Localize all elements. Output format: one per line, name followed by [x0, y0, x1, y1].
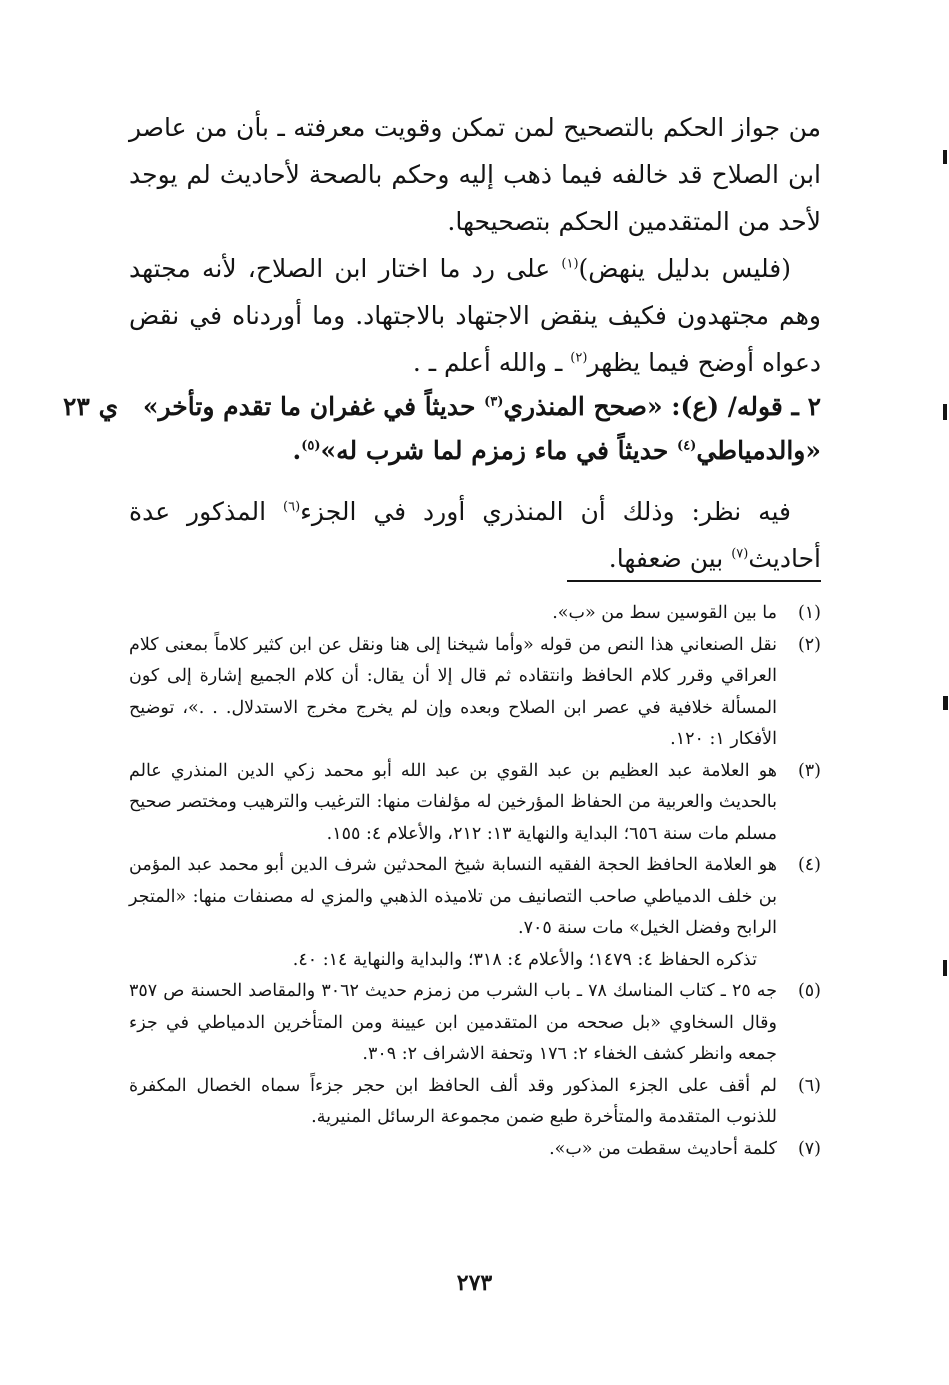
footnote-item	[129, 1071, 821, 1134]
footnote-number: (١)	[797, 603, 821, 623]
paragraph-2	[129, 245, 821, 386]
footnote-text: كلمة أحاديث سقطت من «ب».	[549, 1138, 777, 1159]
footnote-text: لم أقف على الجزء المذكور وقد ألف الحافظ ابن حجر جزءاً سماه الخصال المكفرة للذنوب المتقدمة والمتأخرة طبع ضمن مجموعة الرسائل المنيرية.	[129, 1075, 777, 1127]
footnote-number: (٤)	[797, 855, 821, 875]
footnote-ref-1: (١)	[561, 256, 579, 272]
margin-mark	[943, 696, 948, 710]
footnote-text: نقل الصنعاني هذا النص من قوله «وأما شيخنا إلى هنا ونقل عن ابن كثير كلاماً بمعنى كلام العراقي وقرر كلام الحافظ وانتقاده ثم قال إلا أن يقال: أن كلام الجميع إشارة إلى كون المسألة خلافية في عصر ابن الصلاح وبعده وإن لم يخرج مخرج الاستدلال. . .»، توضيح الأفكار ١: ١٢٠.	[129, 634, 777, 749]
footnote-item	[129, 1134, 821, 1166]
footnote-number: (٣)	[797, 760, 821, 781]
footnote-ref-3: (٣)	[484, 394, 504, 410]
footnote-number: (٦)	[797, 1075, 821, 1096]
paragraph-4-part-b: المذكور عدة أحاديث	[129, 497, 821, 573]
footnote-item	[129, 850, 821, 945]
paragraph-2-part-a: (فليس بدليل ينهض)	[578, 254, 791, 283]
paragraph-1: من جواز الحكم بالتصحيح لمن تمكن وقويت معرفته ـ بأن من عاصر ابن الصلاح قد خالفه فيما ذهب إليه وحكم بالصحة لأحاديث لم يوجد لأحد من المتقدمين الحكم بتصحيحها.	[129, 113, 821, 236]
footnote-item	[129, 756, 821, 851]
footnote-ref-2: (٢)	[570, 350, 588, 366]
footnote-item	[129, 630, 821, 756]
footnote-text: جه ٢٥ ـ كتاب المناسك ٧٨ ـ باب الشرب من زمزم حديث ٣٠٦٢ والمقاصد الحسنة ص ٣٥٧ وقال السخاوي «بل صححه من المتقدمين ابن عيينة ومن المتأخرين الدمياطي في جزء جمعه وانظر كشف الخفاء ٢: ١٧٦ وتحفة الاشراف ٢: ٣٠٩.	[129, 981, 778, 1064]
paragraph-4-part-a: فيه نظر: وذلك أن المنذري أورد في الجزء	[300, 497, 791, 526]
footnote-text: هو العلامة الحافظ الحجة الفقيه النسابة شيخ المحدثين شرف الدين أبو محمد عبد المؤمن بن خلف الدمياطي صاحب التصانيف من تلاميذه الذهبي والمزي له مصنفات منها: «المتجر الرابح وفضل الخيل» مات سنة ٧٠٥.	[129, 855, 777, 938]
footnote-ref-6: (٦)	[283, 499, 301, 515]
paragraph-3-part-d: حديثاً في ماء زمزم لما شرب له»	[320, 436, 678, 465]
paragraph-3-part-a: قوله/ (ع): «صحح المنذري	[503, 392, 783, 421]
paragraph-4	[129, 488, 821, 582]
footnote-number: (٥)	[797, 981, 821, 1001]
margin-mark	[943, 404, 947, 420]
paragraph-3-part-b: حديثاً في غفران ما تقدم وتأخر»	[142, 392, 485, 421]
paragraph-2-part-b: على رد ما اختار ابن الصلاح، لأنه مجتهد وهم مجتهدون فكيف ينقض الاجتهاد بالاجتهاد. وما أوردناه في نقض دعواه أوضح فيما يظهر	[129, 254, 821, 377]
footnote-item	[129, 598, 821, 630]
footnote-ref-7: (٧)	[731, 546, 749, 562]
footnotes	[129, 598, 821, 1165]
paragraph-3-quote	[63, 385, 821, 473]
paragraph-2-part-c: ـ والله أعلم ـ .	[412, 348, 571, 377]
paragraph-3-part-c: «والدمياطي	[696, 436, 821, 465]
manuscript-side-reference: ي ٢٣	[63, 392, 119, 421]
footnote-number: (٢)	[797, 634, 821, 655]
footnote-text: ما بين القوسين سط من «ب».	[552, 603, 777, 623]
footnote-number: (٧)	[797, 1138, 821, 1159]
paragraph-3-part-e: .	[292, 436, 302, 465]
margin-mark	[943, 960, 947, 976]
footnote-continuation: تذكره الحفاظ ٤: ١٤٧٩؛ والأعلام ٤: ٣١٨؛ والبداية والنهاية ١٤: ٤٠.	[292, 949, 757, 970]
footnote-item	[129, 976, 821, 1071]
page-number: ٢٧٣	[456, 1270, 493, 1296]
item-number: ٢ ـ	[782, 392, 821, 421]
footnote-text: هو العلامة عبد العظيم بن عبد القوي بن عبد الله أبو محمد زكي الدين المنذري عالم بالحديث والعربية من الحفاظ المؤرخين له مؤلفات منها: الترغيب والترهيب ومختصر صحيح مسلم مات سنة ٦٥٦؛ البداية والنهاية ١٣: ٢١٢، والأعلام ٤: ١٥٥.	[129, 760, 777, 844]
footnote-divider	[567, 580, 821, 582]
margin-mark	[943, 150, 947, 164]
paragraph-4-part-c: بين ضعفها.	[608, 544, 732, 573]
footnote-ref-4: (٤)	[677, 438, 697, 454]
footnote-ref-5: (٥)	[301, 438, 321, 454]
